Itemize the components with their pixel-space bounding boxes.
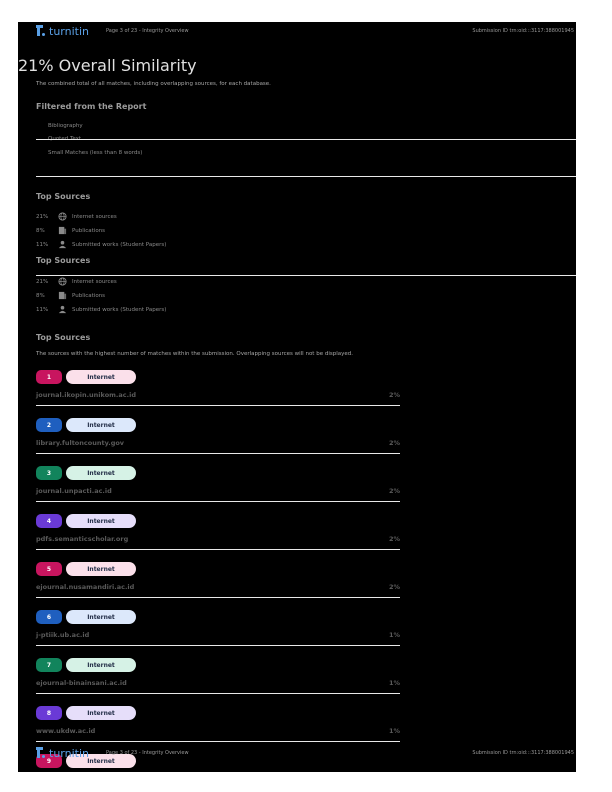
source-match-pct: 1% xyxy=(388,631,400,639)
source-type-tag: Internet xyxy=(66,562,136,576)
source-item[interactable] xyxy=(36,514,400,562)
source-domain-link[interactable]: j-ptiik.ub.ac.id xyxy=(36,631,90,639)
top-sources-heading: Top Sources xyxy=(36,256,91,265)
source-rank-badge: 1 xyxy=(36,370,62,384)
source-stat-label: Publications xyxy=(72,227,106,234)
source-rank-badge: 4 xyxy=(36,514,62,528)
globe-icon xyxy=(58,277,72,286)
source-type-tag: Internet xyxy=(66,418,136,432)
page-info: Page 3 of 23 - Integrity Overview xyxy=(106,28,189,34)
top-sources-heading: Top Sources xyxy=(36,192,91,201)
source-divider xyxy=(36,597,400,598)
source-stat-pct: 21% xyxy=(36,213,49,220)
source-divider xyxy=(36,693,400,694)
page-title: 21% Overall Similarity xyxy=(18,56,197,75)
publications-icon xyxy=(58,226,72,235)
source-item[interactable] xyxy=(36,418,400,466)
turnitin-logo xyxy=(34,24,89,38)
turnitin-logo-icon xyxy=(34,746,46,760)
source-rank-badge: 7 xyxy=(36,658,62,672)
overview-subtitle: The combined total of all matches, including overlapping sources, for each database. xyxy=(36,81,271,87)
source-domain-link[interactable]: ejournal.nusamandiri.ac.id xyxy=(36,583,135,591)
source-stat-row xyxy=(36,226,105,235)
source-match-pct: 2% xyxy=(388,439,400,447)
source-divider xyxy=(36,501,400,502)
source-rank-badge: 6 xyxy=(36,610,62,624)
source-type-tag: Internet xyxy=(66,370,136,384)
source-match-pct: 1% xyxy=(388,679,400,687)
publications-icon xyxy=(58,291,72,300)
source-stat-pct: 8% xyxy=(36,227,45,234)
source-divider xyxy=(36,645,400,646)
divider xyxy=(36,139,576,140)
source-domain-link[interactable]: library.fultoncounty.gov xyxy=(36,439,125,447)
turnitin-logo-icon xyxy=(34,24,46,38)
top-sources-list-heading: Top Sources xyxy=(36,333,91,342)
source-stat-label: Internet sources xyxy=(72,213,117,220)
globe-icon xyxy=(58,212,72,221)
source-stat-pct: 8% xyxy=(36,292,45,299)
person-icon xyxy=(58,305,72,314)
page-info: Page 3 of 23 - Integrity Overview xyxy=(106,750,189,756)
top-sources-description: The sources with the highest number of matches within the submission. Overlapping sources will not be displayed. xyxy=(36,351,353,357)
page-footer xyxy=(18,744,576,766)
divider xyxy=(36,275,576,276)
source-domain-link[interactable]: ejournal-binainsani.ac.id xyxy=(36,679,127,687)
source-type-tag: Internet xyxy=(66,658,136,672)
source-type-tag: Internet xyxy=(66,466,136,480)
document-page xyxy=(18,22,576,772)
source-rank-badge: 3 xyxy=(36,466,62,480)
source-rank-badge: 5 xyxy=(36,562,62,576)
source-divider xyxy=(36,405,400,406)
source-match-pct: 2% xyxy=(388,583,400,591)
source-stat-pct: 11% xyxy=(36,241,49,248)
source-item[interactable] xyxy=(36,610,400,658)
source-stat-row xyxy=(36,277,117,286)
source-domain-link[interactable]: journal.unpacti.ac.id xyxy=(36,487,112,495)
source-stat-row xyxy=(36,305,166,314)
source-stat-row xyxy=(36,291,105,300)
source-type-tag: Internet xyxy=(66,610,136,624)
source-rank-badge: 9 xyxy=(36,754,62,768)
source-rank-badge: 2 xyxy=(36,418,62,432)
source-stat-label: Submitted works (Student Papers) xyxy=(72,241,167,248)
source-domain-link[interactable]: www.ukdw.ac.id xyxy=(36,727,96,735)
source-item[interactable] xyxy=(36,658,400,706)
source-stat-pct: 11% xyxy=(36,306,49,313)
source-stat-label: Internet sources xyxy=(72,278,117,285)
source-match-pct: 2% xyxy=(388,487,400,495)
brand-name: turnitin xyxy=(49,24,89,38)
source-domain-link[interactable]: pdfs.semanticscholar.org xyxy=(36,535,129,543)
filtered-item: Small Matches (less than 8 words) xyxy=(48,150,143,156)
source-divider xyxy=(36,453,400,454)
person-icon xyxy=(58,240,72,249)
turnitin-logo xyxy=(34,746,89,760)
filtered-heading: Filtered from the Report xyxy=(36,102,147,111)
source-stat-pct: 21% xyxy=(36,278,49,285)
source-stat-label: Publications xyxy=(72,292,106,299)
page-header xyxy=(18,22,576,44)
brand-name: turnitin xyxy=(49,746,89,760)
source-stat-label: Submitted works (Student Papers) xyxy=(72,306,167,313)
source-stat-row xyxy=(36,212,117,221)
source-divider xyxy=(36,741,400,742)
submission-id: Submission ID trn:oid:::3117:388001945 xyxy=(472,28,574,34)
source-domain-link[interactable]: journal.ikopin.unikom.ac.id xyxy=(36,391,136,399)
filtered-item: Bibliography xyxy=(48,123,83,129)
source-match-pct: 2% xyxy=(388,391,400,399)
source-divider xyxy=(36,549,400,550)
source-item[interactable] xyxy=(36,562,400,610)
source-type-tag: Internet xyxy=(66,706,136,720)
divider xyxy=(36,176,576,177)
source-type-tag: Internet xyxy=(66,754,136,768)
source-rank-badge: 8 xyxy=(36,706,62,720)
source-item[interactable] xyxy=(36,466,400,514)
source-match-pct: 2% xyxy=(388,535,400,543)
source-stat-row xyxy=(36,240,166,249)
source-type-tag: Internet xyxy=(66,514,136,528)
submission-id: Submission ID trn:oid:::3117:388001945 xyxy=(472,750,574,756)
source-item[interactable] xyxy=(36,370,400,418)
source-match-pct: 1% xyxy=(388,727,400,735)
